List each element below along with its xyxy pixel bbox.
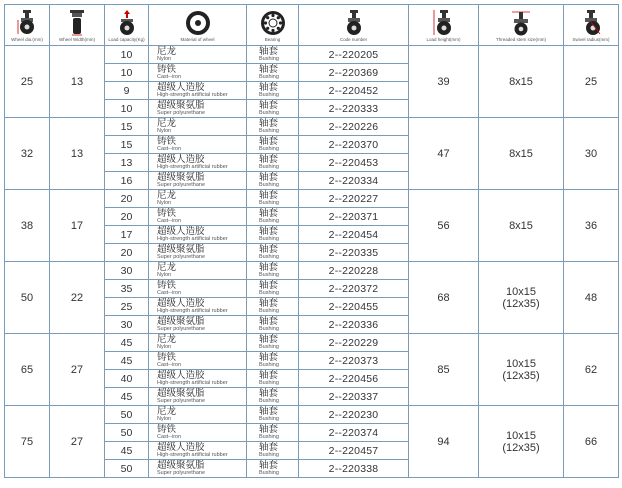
- material-cn-label: 铸铁: [157, 64, 177, 75]
- material-cell: [149, 334, 247, 352]
- material-cn-label: 超级人造胶: [157, 442, 205, 453]
- material-cell: [149, 262, 247, 280]
- swivel-radius-cell: 66: [564, 406, 619, 478]
- bearing-cell: [247, 334, 299, 352]
- bearing-en-label: Bushing: [259, 344, 279, 350]
- material-cn-label: 尼龙: [157, 46, 177, 57]
- load-height-cell: 47: [409, 118, 479, 190]
- wheel-width-cell: 13: [50, 118, 105, 190]
- bearing-cn-label: 轴套: [259, 154, 279, 165]
- wheel-width-cell: 27: [50, 334, 105, 406]
- load-capacity-cell: 30: [105, 316, 149, 334]
- bearing-en-label: Bushing: [259, 380, 279, 386]
- load-capacity-cell: 45: [105, 352, 149, 370]
- load-capacity-cell: 9: [105, 82, 149, 100]
- material-en-label: Super polyurethane: [157, 182, 206, 188]
- material-cn-label: 超级聚氨脂: [157, 316, 205, 327]
- code-number-icon: [344, 10, 364, 36]
- material-cell: [149, 118, 247, 136]
- header-load-capacity: Load capacity(Kg): [105, 5, 149, 46]
- bearing-cn-label: 轴套: [259, 208, 279, 219]
- code-number-cell: 2--220226: [299, 118, 409, 136]
- material-cell: [149, 424, 247, 442]
- header-wheel-width: Wheel Width(mm): [50, 5, 105, 46]
- bearing-en-label: Bushing: [259, 452, 279, 458]
- bearing-cell: [247, 370, 299, 388]
- material-en-label: Super polyurethane: [157, 398, 206, 404]
- material-cell: [149, 388, 247, 406]
- material-en-label: Nylon: [157, 56, 172, 62]
- bearing-en-label: Bushing: [259, 236, 279, 242]
- material-cn-label: 尼龙: [157, 406, 177, 417]
- threaded-stem-value: 8x15: [509, 219, 533, 232]
- bearing-cell: [247, 136, 299, 154]
- bearing-cell: [247, 190, 299, 208]
- table-row: [5, 262, 619, 280]
- bearing-cell: [247, 82, 299, 100]
- code-number-cell: 2--220452: [299, 82, 409, 100]
- material-cell: [149, 352, 247, 370]
- material-cell: [149, 316, 247, 334]
- code-number-cell: 2--220373: [299, 352, 409, 370]
- material-cell: [149, 154, 247, 172]
- header-swivel-radius: Swivel radius(mm): [564, 5, 619, 46]
- load-height-cell: 85: [409, 334, 479, 406]
- material-cn-label: 超级人造胶: [157, 298, 205, 309]
- wheel-diameter-icon: [17, 10, 37, 36]
- load-capacity-cell: 20: [105, 190, 149, 208]
- material-en-label: Super polyurethane: [157, 326, 206, 332]
- material-en-label: Nylon: [157, 128, 172, 134]
- code-number-cell: 2--220457: [299, 442, 409, 460]
- material-cn-label: 超级聚氨脂: [157, 172, 205, 183]
- wheel-diameter-cell: 25: [5, 46, 50, 118]
- wheel-diameter-cell: 50: [5, 262, 50, 334]
- bearing-cell: [247, 424, 299, 442]
- material-cn-label: 超级聚氨脂: [157, 388, 205, 399]
- header-row: [5, 5, 619, 46]
- bearing-icon: [260, 10, 286, 36]
- bearing-en-label: Bushing: [259, 200, 279, 206]
- header-threaded-stem: Threaded stem size(mm): [479, 5, 564, 46]
- bearing-cn-label: 轴套: [259, 262, 279, 273]
- wheel-width-cell: 17: [50, 190, 105, 262]
- wheel-diameter-cell: 65: [5, 334, 50, 406]
- threaded-stem-value: 10x15: [506, 285, 536, 298]
- wheel-width-cell: 13: [50, 46, 105, 118]
- spec-table-body: [5, 46, 619, 478]
- swivel-radius-cell: 25: [564, 46, 619, 118]
- material-en-label: High-strength artificial rubber: [157, 452, 228, 458]
- bearing-cn-label: 轴套: [259, 82, 279, 93]
- material-en-label: Nylon: [157, 272, 172, 278]
- bearing-cell: [247, 118, 299, 136]
- material-cn-label: 超级人造胶: [157, 370, 205, 381]
- swivel-radius-cell: 36: [564, 190, 619, 262]
- bearing-cn-label: 轴套: [259, 190, 279, 201]
- threaded-stem-cell: [479, 334, 564, 406]
- bearing-cell: [247, 298, 299, 316]
- load-capacity-cell: 10: [105, 46, 149, 64]
- table-row: [5, 118, 619, 136]
- bearing-cell: [247, 208, 299, 226]
- material-en-label: Super polyurethane: [157, 254, 206, 260]
- material-en-label: High-strength artificial rubber: [157, 380, 228, 386]
- material-cn-label: 超级人造胶: [157, 154, 205, 165]
- material-cell: [149, 136, 247, 154]
- bearing-en-label: Bushing: [259, 128, 279, 134]
- bearing-en-label: Bushing: [259, 74, 279, 80]
- bearing-cn-label: 轴套: [259, 406, 279, 417]
- wheel-diameter-cell: 38: [5, 190, 50, 262]
- material-cn-label: 铸铁: [157, 352, 177, 363]
- load-capacity-cell: 30: [105, 262, 149, 280]
- material-cell: [149, 100, 247, 118]
- table-row: [5, 46, 619, 64]
- bearing-en-label: Bushing: [259, 272, 279, 278]
- threaded-stem-cell: [479, 406, 564, 478]
- load-capacity-cell: 13: [105, 154, 149, 172]
- load-capacity-cell: 16: [105, 172, 149, 190]
- threaded-stem-value: 10x15: [506, 429, 536, 442]
- code-number-cell: 2--220371: [299, 208, 409, 226]
- bearing-cn-label: 轴套: [259, 244, 279, 255]
- load-capacity-cell: 45: [105, 442, 149, 460]
- material-en-label: Cast--iron: [157, 362, 182, 368]
- swivel-radius-cell: 30: [564, 118, 619, 190]
- bearing-cn-label: 轴套: [259, 280, 279, 291]
- material-cell: [149, 298, 247, 316]
- load-capacity-cell: 50: [105, 460, 149, 478]
- header-code-number: Code number: [299, 5, 409, 46]
- bearing-en-label: Bushing: [259, 110, 279, 116]
- load-capacity-cell: 50: [105, 424, 149, 442]
- material-cn-label: 尼龙: [157, 262, 177, 273]
- load-capacity-cell: 17: [105, 226, 149, 244]
- material-cell: [149, 460, 247, 478]
- bearing-cell: [247, 64, 299, 82]
- bearing-cn-label: 轴套: [259, 424, 279, 435]
- load-height-cell: 68: [409, 262, 479, 334]
- bearing-en-label: Bushing: [259, 470, 279, 476]
- load-height-icon: [433, 10, 455, 36]
- material-cell: [149, 46, 247, 64]
- bearing-cn-label: 轴套: [259, 370, 279, 381]
- material-cn-label: 超级人造胶: [157, 226, 205, 237]
- threaded-stem-cell: [479, 262, 564, 334]
- bearing-en-label: Bushing: [259, 362, 279, 368]
- bearing-cell: [247, 460, 299, 478]
- code-number-cell: 2--220338: [299, 460, 409, 478]
- material-en-label: Cast--iron: [157, 218, 182, 224]
- material-cn-label: 超级聚氨脂: [157, 100, 205, 111]
- bearing-cell: [247, 316, 299, 334]
- material-cn-label: 铸铁: [157, 424, 177, 435]
- load-height-cell: 39: [409, 46, 479, 118]
- material-cell: [149, 82, 247, 100]
- material-en-label: High-strength artificial rubber: [157, 308, 228, 314]
- code-number-cell: 2--220333: [299, 100, 409, 118]
- bearing-cn-label: 轴套: [259, 388, 279, 399]
- table-row: [5, 190, 619, 208]
- code-number-cell: 2--220370: [299, 136, 409, 154]
- material-en-label: Super polyurethane: [157, 470, 206, 476]
- bearing-cn-label: 轴套: [259, 136, 279, 147]
- bearing-cell: [247, 226, 299, 244]
- spec-table-wrapper: [4, 4, 618, 478]
- table-row: [5, 406, 619, 424]
- wheel-width-cell: 27: [50, 406, 105, 478]
- code-number-cell: 2--220453: [299, 154, 409, 172]
- material-cell: [149, 370, 247, 388]
- material-cell: [149, 190, 247, 208]
- caster-spec-table: [4, 4, 619, 478]
- code-number-cell: 2--220369: [299, 64, 409, 82]
- material-cell: [149, 244, 247, 262]
- bearing-cn-label: 轴套: [259, 442, 279, 453]
- material-cn-label: 尼龙: [157, 118, 177, 129]
- bearing-en-label: Bushing: [259, 434, 279, 440]
- material-en-label: Nylon: [157, 200, 172, 206]
- threaded-stem-value: 8x15: [509, 147, 533, 160]
- load-capacity-cell: 15: [105, 118, 149, 136]
- material-en-label: Nylon: [157, 344, 172, 350]
- material-cell: [149, 406, 247, 424]
- code-number-cell: 2--220229: [299, 334, 409, 352]
- bearing-cell: [247, 388, 299, 406]
- material-cn-label: 超级人造胶: [157, 82, 205, 93]
- bearing-en-label: Bushing: [259, 56, 279, 62]
- bearing-en-label: Bushing: [259, 308, 279, 314]
- load-capacity-cell: 20: [105, 208, 149, 226]
- threaded-stem-value: (12x35): [502, 297, 540, 310]
- code-number-cell: 2--220456: [299, 370, 409, 388]
- load-capacity-cell: 20: [105, 244, 149, 262]
- bearing-cn-label: 轴套: [259, 298, 279, 309]
- bearing-cn-label: 轴套: [259, 118, 279, 129]
- threaded-stem-value: (12x35): [502, 369, 540, 382]
- material-cn-label: 铸铁: [157, 136, 177, 147]
- material-en-label: Nylon: [157, 416, 172, 422]
- bearing-cn-label: 轴套: [259, 334, 279, 345]
- load-height-cell: 94: [409, 406, 479, 478]
- bearing-cn-label: 轴套: [259, 46, 279, 57]
- code-number-cell: 2--220205: [299, 46, 409, 64]
- code-number-cell: 2--220337: [299, 388, 409, 406]
- code-number-cell: 2--220227: [299, 190, 409, 208]
- bearing-cell: [247, 262, 299, 280]
- material-en-label: High-strength artificial rubber: [157, 164, 228, 170]
- load-capacity-cell: 35: [105, 280, 149, 298]
- header-wheel-diameter: Wheel dia.(mm): [5, 5, 50, 46]
- load-capacity-cell: 45: [105, 334, 149, 352]
- threaded-stem-icon: [508, 10, 534, 36]
- bearing-en-label: Bushing: [259, 416, 279, 422]
- bearing-en-label: Bushing: [259, 290, 279, 296]
- threaded-stem-value: (12x35): [502, 441, 540, 454]
- material-en-label: Cast--iron: [157, 290, 182, 296]
- bearing-en-label: Bushing: [259, 146, 279, 152]
- load-capacity-cell: 25: [105, 298, 149, 316]
- material-cell: [149, 442, 247, 460]
- bearing-cell: [247, 244, 299, 262]
- material-en-label: High-strength artificial rubber: [157, 236, 228, 242]
- bearing-en-label: Bushing: [259, 182, 279, 188]
- material-en-label: Super polyurethane: [157, 110, 206, 116]
- load-capacity-cell: 50: [105, 406, 149, 424]
- threaded-stem-cell: [479, 190, 564, 262]
- material-en-label: Cast--iron: [157, 74, 182, 80]
- wheel-diameter-cell: 32: [5, 118, 50, 190]
- threaded-stem-cell: [479, 46, 564, 118]
- wheel-diameter-cell: 75: [5, 406, 50, 478]
- wheel-width-cell: 22: [50, 262, 105, 334]
- material-en-label: High-strength artificial rubber: [157, 92, 228, 98]
- material-cell: [149, 280, 247, 298]
- bearing-cell: [247, 154, 299, 172]
- material-cn-label: 尼龙: [157, 334, 177, 345]
- material-en-label: Cast--iron: [157, 146, 182, 152]
- code-number-cell: 2--220230: [299, 406, 409, 424]
- load-capacity-cell: 15: [105, 136, 149, 154]
- load-capacity-cell: 45: [105, 388, 149, 406]
- bearing-cn-label: 轴套: [259, 172, 279, 183]
- header-bearing: Bearing: [247, 5, 299, 46]
- code-number-cell: 2--220454: [299, 226, 409, 244]
- bearing-cell: [247, 352, 299, 370]
- material-cell: [149, 64, 247, 82]
- material-cn-label: 尼龙: [157, 190, 177, 201]
- swivel-radius-icon: [580, 10, 602, 36]
- wheel-width-icon: [67, 10, 87, 36]
- bearing-cn-label: 轴套: [259, 352, 279, 363]
- bearing-cell: [247, 100, 299, 118]
- code-number-cell: 2--220374: [299, 424, 409, 442]
- code-number-cell: 2--220228: [299, 262, 409, 280]
- bearing-en-label: Bushing: [259, 398, 279, 404]
- bearing-cn-label: 轴套: [259, 226, 279, 237]
- code-number-cell: 2--220334: [299, 172, 409, 190]
- bearing-cell: [247, 442, 299, 460]
- threaded-stem-value: 8x15: [509, 75, 533, 88]
- threaded-stem-value: 10x15: [506, 357, 536, 370]
- material-cell: [149, 226, 247, 244]
- swivel-radius-cell: 48: [564, 262, 619, 334]
- header-load-height: Load height(mm): [409, 5, 479, 46]
- code-number-cell: 2--220372: [299, 280, 409, 298]
- bearing-cell: [247, 46, 299, 64]
- code-number-cell: 2--220455: [299, 298, 409, 316]
- bearing-cn-label: 轴套: [259, 100, 279, 111]
- swivel-radius-cell: 62: [564, 334, 619, 406]
- load-capacity-cell: 40: [105, 370, 149, 388]
- bearing-cn-label: 轴套: [259, 460, 279, 471]
- material-cn-label: 铸铁: [157, 208, 177, 219]
- code-number-cell: 2--220336: [299, 316, 409, 334]
- header-material: Material of wheel: [149, 5, 247, 46]
- bearing-cell: [247, 280, 299, 298]
- bearing-en-label: Bushing: [259, 164, 279, 170]
- material-wheel-icon: [185, 10, 211, 36]
- material-cn-label: 铸铁: [157, 280, 177, 291]
- bearing-cn-label: 轴套: [259, 64, 279, 75]
- material-cn-label: 超级聚氨脂: [157, 244, 205, 255]
- code-number-cell: 2--220335: [299, 244, 409, 262]
- bearing-en-label: Bushing: [259, 254, 279, 260]
- threaded-stem-cell: [479, 118, 564, 190]
- material-cell: [149, 208, 247, 226]
- bearing-en-label: Bushing: [259, 326, 279, 332]
- bearing-en-label: Bushing: [259, 218, 279, 224]
- material-cell: [149, 172, 247, 190]
- bearing-cn-label: 轴套: [259, 316, 279, 327]
- material-cn-label: 超级聚氨脂: [157, 460, 205, 471]
- load-height-cell: 56: [409, 190, 479, 262]
- bearing-cell: [247, 406, 299, 424]
- load-capacity-cell: 10: [105, 64, 149, 82]
- table-row: [5, 334, 619, 352]
- bearing-cell: [247, 172, 299, 190]
- material-en-label: Cast--iron: [157, 434, 182, 440]
- bearing-en-label: Bushing: [259, 92, 279, 98]
- load-capacity-icon: [117, 10, 137, 36]
- load-capacity-cell: 10: [105, 100, 149, 118]
